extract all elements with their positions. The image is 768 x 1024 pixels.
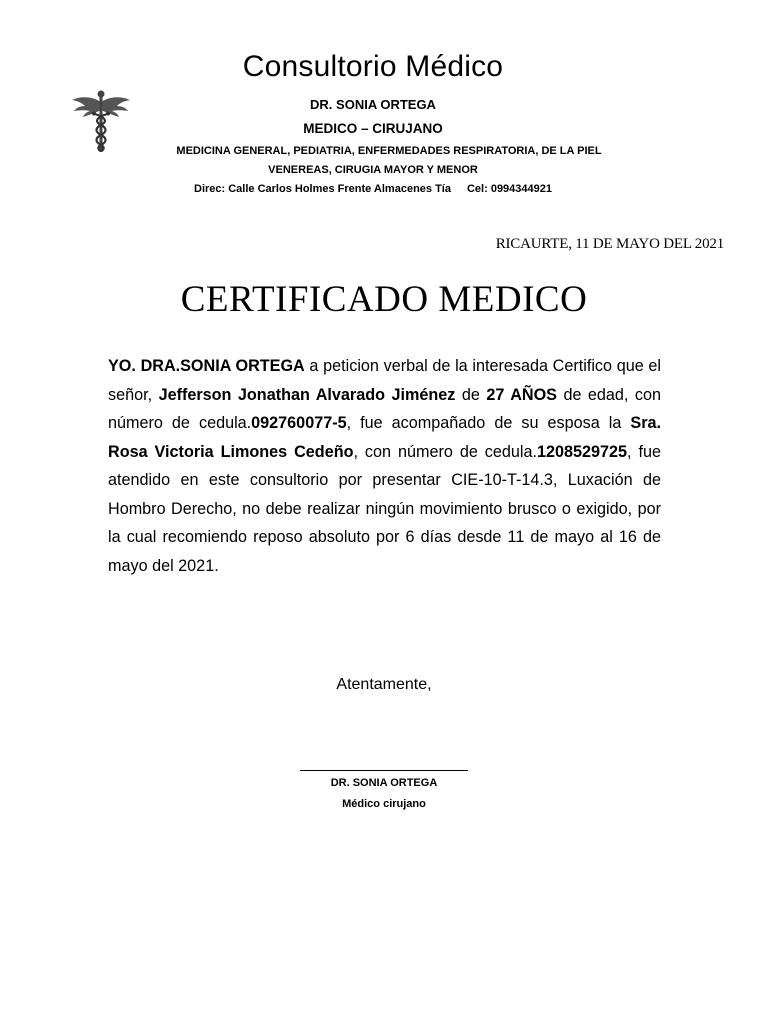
signature-role: Médico cirujano — [342, 798, 426, 810]
body-text-5: , con número de cedula. — [353, 442, 537, 461]
specialties-line-1: MEDICINA GENERAL, PEDIATRIA, ENFERMEDADES RESPIRATORIA, DE LA PIEL — [176, 145, 602, 157]
address-text: Direc: Calle Carlos Holmes Frente Almacenes Tía — [194, 183, 451, 195]
closing-text: Atentamente, — [336, 676, 432, 693]
doctor-name: DR. SONIA ORTEGA — [310, 97, 436, 112]
body-text-2: de — [455, 385, 487, 404]
body-text-3: de edad, con número de cedula. — [108, 385, 661, 432]
body-text-6: , fue atendido en este consultorio por presentar CIE-10-T-14.3, Luxación de Hombro Derecho, no debe realizar ningún movimiento brusco o exigido, por la cual recomiendo reposo absoluto por 6 días desde 11 de mayo al 16 de mayo del 2021. — [108, 442, 661, 575]
clinic-title: Consultorio Médico — [242, 50, 504, 83]
signature-name: DR. SONIA ORTEGA — [330, 777, 438, 789]
body-doctor: YO. DRA.SONIA ORTEGA — [108, 357, 305, 375]
body-patient-id: 092760077-5 — [251, 414, 347, 432]
body-text-1: a peticion verbal de la interesada Certifico que el señor, — [108, 357, 661, 404]
signature-line — [300, 770, 468, 771]
specialties-line-2: VENEREAS, CIRUGIA MAYOR Y MENOR — [268, 164, 478, 176]
certificate-title: CERTIFICADO MEDICO — [180, 279, 588, 320]
certificate-body — [108, 352, 661, 580]
doctor-role: MEDICO – CIRUJANO — [303, 121, 443, 136]
body-companion-id: 1208529725 — [537, 442, 628, 461]
address-line — [0, 183, 746, 195]
phone-text: Cel: 0994344921 — [466, 183, 552, 195]
body-patient-name: Jefferson Jonathan Alvarado Jiménez — [158, 385, 456, 404]
body-companion-name: Sra. Rosa Victoria Limones Cedeño — [108, 414, 661, 461]
body-patient-age: 27 AÑOS — [486, 385, 557, 404]
date-line: RICAURTE, 11 DE MAYO DEL 2021 — [495, 236, 724, 252]
body-text-4: , fue acompañado de su esposa la — [346, 414, 631, 432]
